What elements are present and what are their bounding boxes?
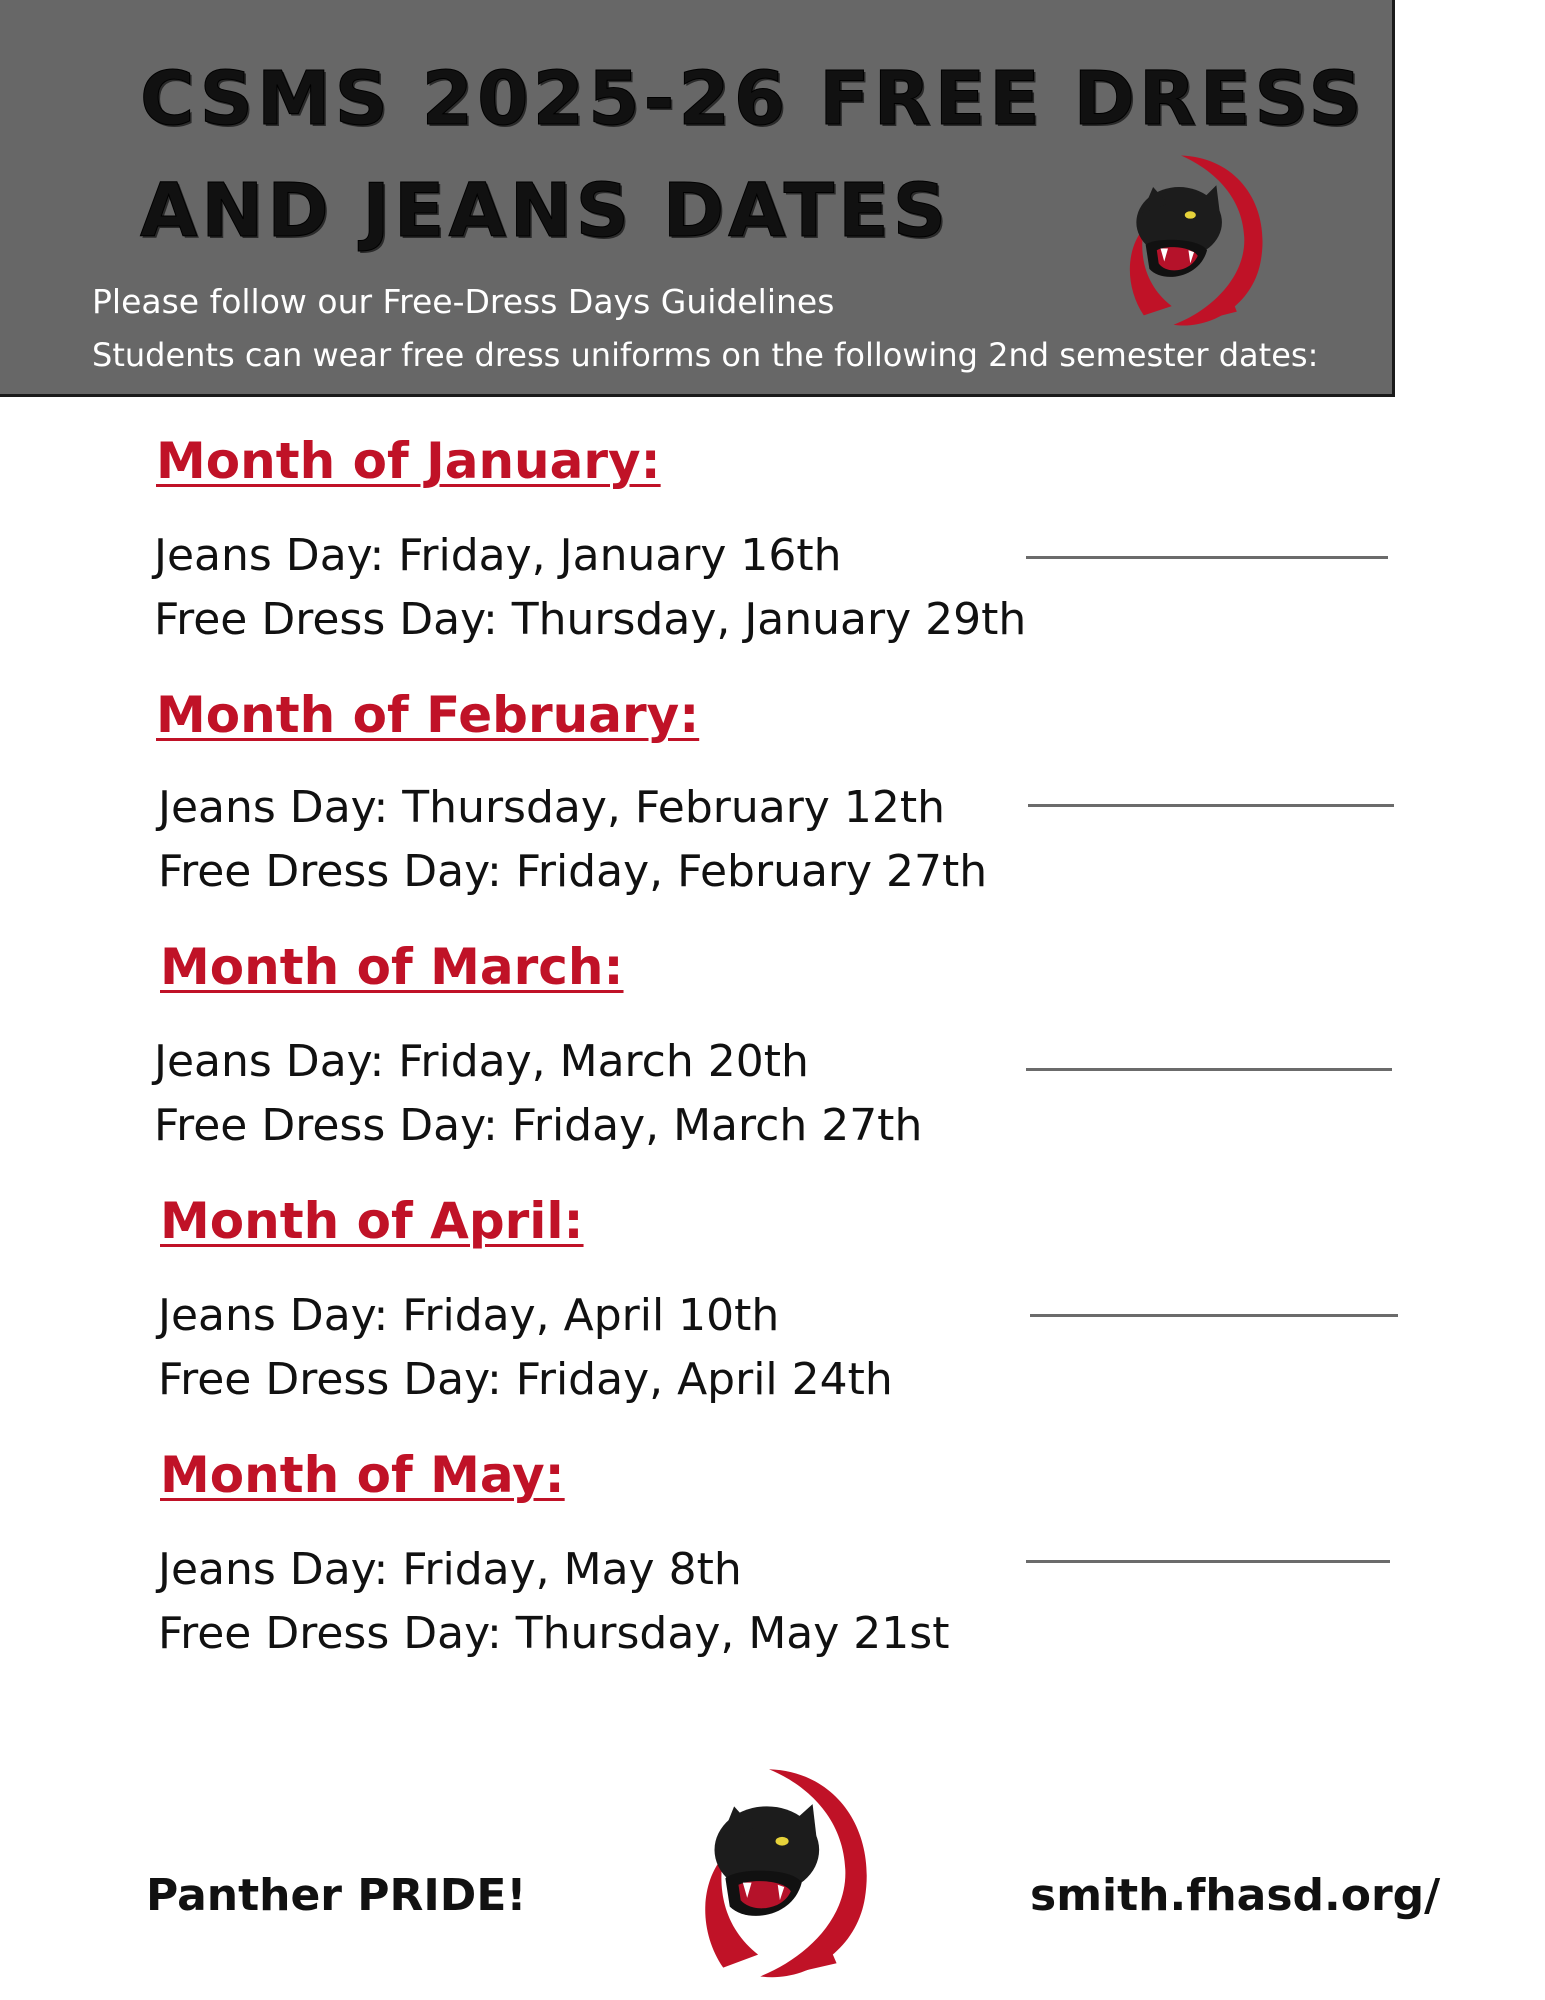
month-heading-january: Month of January: xyxy=(156,432,661,490)
month-heading-february: Month of February: xyxy=(156,686,700,744)
month-heading-may: Month of May: xyxy=(160,1446,565,1504)
school-website: smith.fhasd.org/ xyxy=(1030,1870,1441,1921)
signature-line-january xyxy=(1026,556,1388,559)
guidelines-text: Please follow our Free-Dress Days Guidelines xyxy=(92,282,835,321)
free-dress-day-january: Free Dress Day: Thursday, January 29th xyxy=(154,594,1027,645)
jeans-day-january: Jeans Day: Friday, January 16th xyxy=(154,530,842,581)
jeans-day-february: Jeans Day: Thursday, February 12th xyxy=(158,782,945,833)
jeans-day-march: Jeans Day: Friday, March 20th xyxy=(154,1036,809,1087)
signature-line-april xyxy=(1030,1314,1398,1317)
month-heading-march: Month of March: xyxy=(160,938,624,996)
panther-logo-icon xyxy=(660,1760,878,1990)
free-dress-day-april: Free Dress Day: Friday, April 24th xyxy=(158,1354,893,1405)
page-title-line-1: CSMS 2025-26 FREE DRESS xyxy=(140,56,1366,142)
signature-line-may xyxy=(1026,1560,1390,1563)
month-heading-april: Month of April: xyxy=(160,1192,584,1250)
panther-pride-slogan: Panther PRIDE! xyxy=(146,1870,527,1921)
semester-dates-intro: Students can wear free dress uniforms on the following 2nd semester dates: xyxy=(92,336,1319,374)
signature-line-february xyxy=(1028,804,1394,807)
free-dress-day-may: Free Dress Day: Thursday, May 21st xyxy=(158,1608,950,1659)
jeans-day-may: Jeans Day: Friday, May 8th xyxy=(158,1544,742,1595)
page-title-line-2: AND JEANS DATES xyxy=(140,168,951,254)
panther-logo-icon xyxy=(1088,148,1274,334)
jeans-day-april: Jeans Day: Friday, April 10th xyxy=(158,1290,780,1341)
free-dress-day-february: Free Dress Day: Friday, February 27th xyxy=(158,846,988,897)
header-banner xyxy=(0,0,1395,397)
signature-line-march xyxy=(1026,1068,1392,1071)
free-dress-day-march: Free Dress Day: Friday, March 27th xyxy=(154,1100,923,1151)
